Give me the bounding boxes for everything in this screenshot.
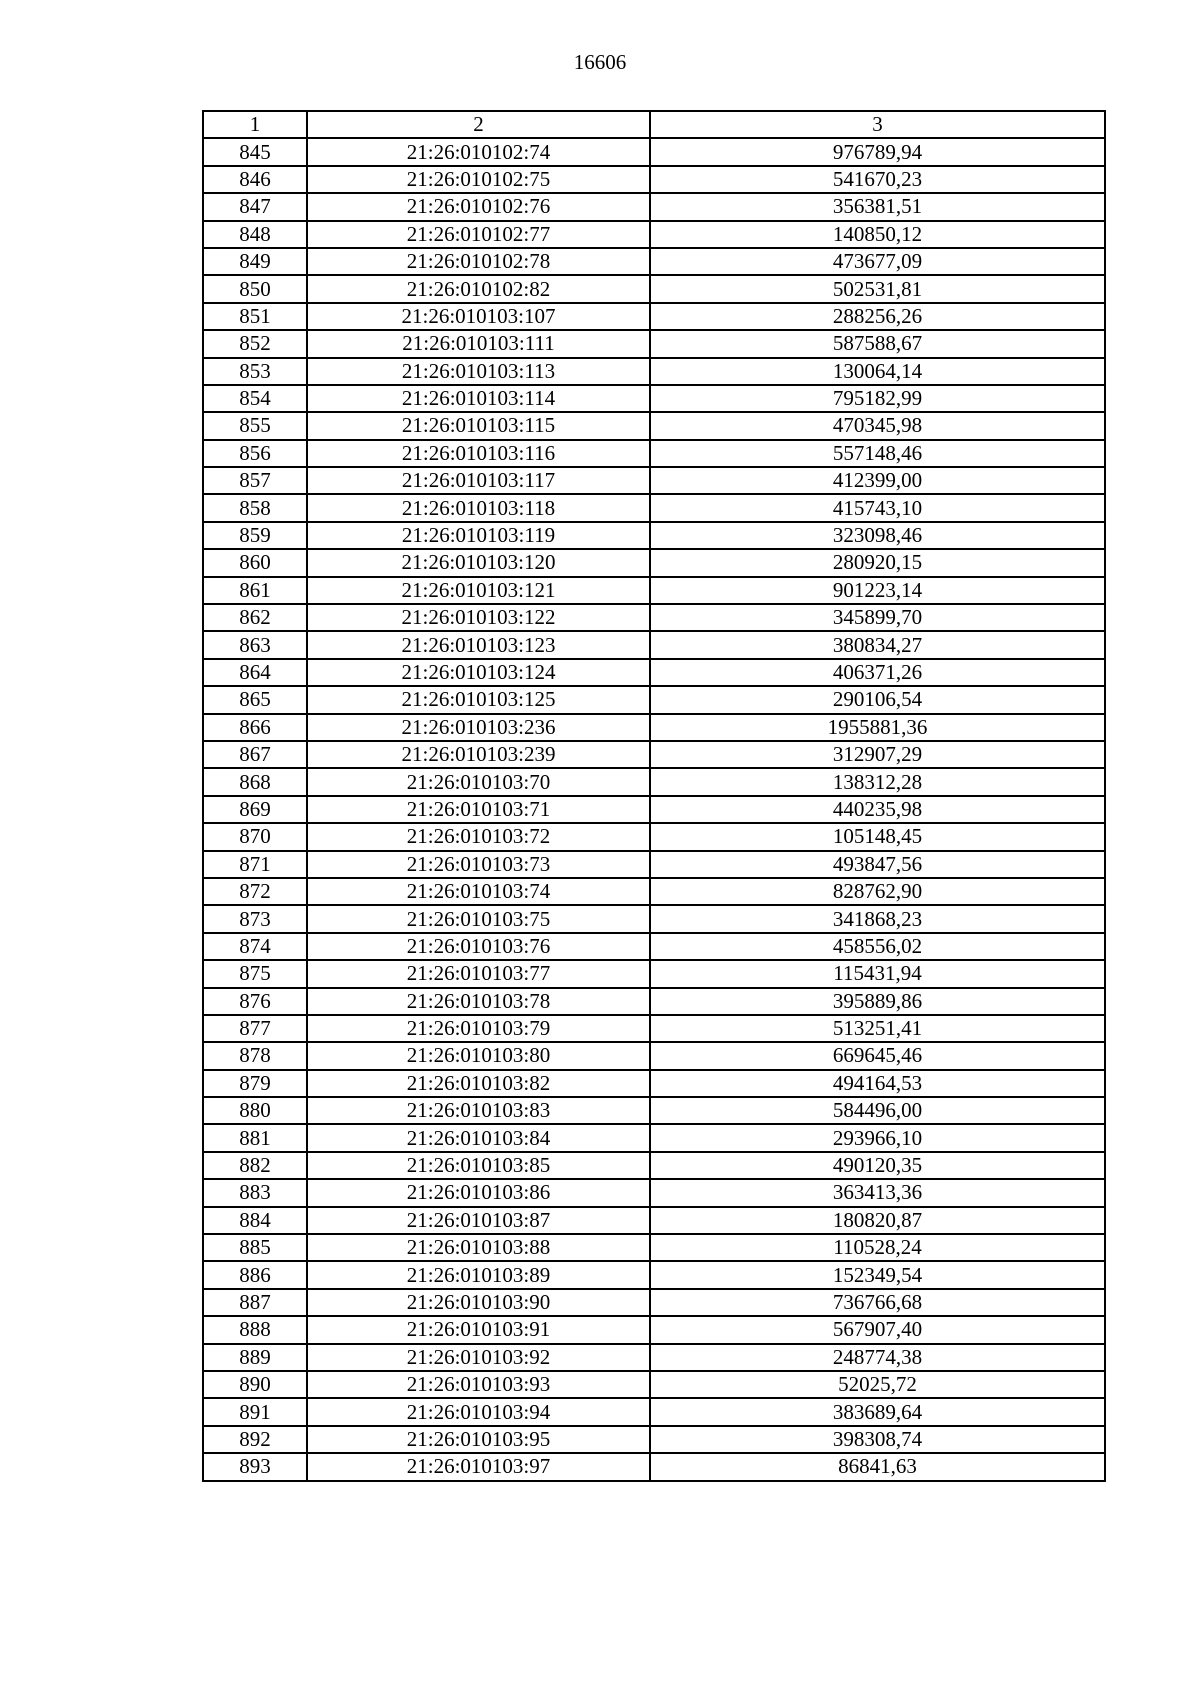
page-number: 16606 xyxy=(573,50,627,74)
table-row xyxy=(203,522,1105,549)
table-row xyxy=(203,714,1105,741)
value-cell: 86841,63 xyxy=(650,1453,1105,1480)
row-number-cell: 893 xyxy=(203,1453,307,1480)
table-row xyxy=(203,1207,1105,1234)
cadastral-number-cell: 21:26:010103:82 xyxy=(307,1070,650,1097)
value-cell: 584496,00 xyxy=(650,1097,1105,1124)
table-row xyxy=(203,1015,1105,1042)
row-number-cell: 878 xyxy=(203,1042,307,1069)
row-number-cell: 865 xyxy=(203,686,307,713)
table-row xyxy=(203,933,1105,960)
table-header xyxy=(203,111,1105,138)
row-number-cell: 845 xyxy=(203,138,307,165)
row-number-cell: 857 xyxy=(203,467,307,494)
value-cell: 828762,90 xyxy=(650,878,1105,905)
row-number-cell: 861 xyxy=(203,577,307,604)
cadastral-number-cell: 21:26:010103:92 xyxy=(307,1344,650,1371)
table-row xyxy=(203,1316,1105,1343)
row-number-cell: 891 xyxy=(203,1398,307,1425)
value-cell: 363413,36 xyxy=(650,1179,1105,1206)
cadastral-number-cell: 21:26:010103:77 xyxy=(307,960,650,987)
table-row xyxy=(203,330,1105,357)
value-cell: 494164,53 xyxy=(650,1070,1105,1097)
row-number-cell: 864 xyxy=(203,659,307,686)
table-row xyxy=(203,303,1105,330)
table-row xyxy=(203,1042,1105,1069)
table-row xyxy=(203,1152,1105,1179)
table-row xyxy=(203,659,1105,686)
row-number-cell: 846 xyxy=(203,166,307,193)
value-cell: 130064,14 xyxy=(650,358,1105,385)
table-row xyxy=(203,358,1105,385)
value-cell: 110528,24 xyxy=(650,1234,1105,1261)
row-number-cell: 888 xyxy=(203,1316,307,1343)
table-row xyxy=(203,138,1105,165)
table-row xyxy=(203,1234,1105,1261)
row-number-cell: 889 xyxy=(203,1344,307,1371)
table-row xyxy=(203,1289,1105,1316)
cadastral-number-cell: 21:26:010103:111 xyxy=(307,330,650,357)
cadastral-number-cell: 21:26:010103:93 xyxy=(307,1371,650,1398)
table-row xyxy=(203,1261,1105,1288)
row-number-cell: 848 xyxy=(203,221,307,248)
value-cell: 493847,56 xyxy=(650,851,1105,878)
table-row xyxy=(203,1344,1105,1371)
value-cell: 473677,09 xyxy=(650,248,1105,275)
cadastral-number-cell: 21:26:010103:97 xyxy=(307,1453,650,1480)
table-row xyxy=(203,193,1105,220)
table-row xyxy=(203,275,1105,302)
table-row xyxy=(203,851,1105,878)
cadastral-number-cell: 21:26:010103:125 xyxy=(307,686,650,713)
row-number-cell: 859 xyxy=(203,522,307,549)
table-row xyxy=(203,878,1105,905)
row-number-cell: 892 xyxy=(203,1426,307,1453)
table-row xyxy=(203,494,1105,521)
cadastral-number-cell: 21:26:010103:76 xyxy=(307,933,650,960)
value-cell: 115431,94 xyxy=(650,960,1105,987)
row-number-cell: 885 xyxy=(203,1234,307,1261)
row-number-cell: 866 xyxy=(203,714,307,741)
value-cell: 140850,12 xyxy=(650,221,1105,248)
value-cell: 513251,41 xyxy=(650,1015,1105,1042)
row-number-cell: 855 xyxy=(203,412,307,439)
cadastral-number-cell: 21:26:010103:83 xyxy=(307,1097,650,1124)
cadastral-number-cell: 21:26:010102:75 xyxy=(307,166,650,193)
value-cell: 356381,51 xyxy=(650,193,1105,220)
value-cell: 105148,45 xyxy=(650,823,1105,850)
row-number-cell: 852 xyxy=(203,330,307,357)
value-cell: 470345,98 xyxy=(650,412,1105,439)
row-number-cell: 876 xyxy=(203,988,307,1015)
cadastral-number-cell: 21:26:010103:121 xyxy=(307,577,650,604)
cadastral-number-cell: 21:26:010102:74 xyxy=(307,138,650,165)
row-number-cell: 858 xyxy=(203,494,307,521)
value-cell: 398308,74 xyxy=(650,1426,1105,1453)
cadastral-number-cell: 21:26:010103:113 xyxy=(307,358,650,385)
row-number-cell: 884 xyxy=(203,1207,307,1234)
cadastral-number-cell: 21:26:010103:87 xyxy=(307,1207,650,1234)
cadastral-number-cell: 21:26:010103:78 xyxy=(307,988,650,1015)
cadastral-number-cell: 21:26:010102:82 xyxy=(307,275,650,302)
value-cell: 290106,54 xyxy=(650,686,1105,713)
table-row xyxy=(203,686,1105,713)
value-cell: 345899,70 xyxy=(650,604,1105,631)
row-number-cell: 883 xyxy=(203,1179,307,1206)
table-row xyxy=(203,905,1105,932)
value-cell: 795182,99 xyxy=(650,385,1105,412)
value-cell: 458556,02 xyxy=(650,933,1105,960)
value-cell: 440235,98 xyxy=(650,796,1105,823)
cadastral-number-cell: 21:26:010103:90 xyxy=(307,1289,650,1316)
table-row xyxy=(203,988,1105,1015)
row-number-cell: 853 xyxy=(203,358,307,385)
row-number-cell: 862 xyxy=(203,604,307,631)
cadastral-number-cell: 21:26:010103:119 xyxy=(307,522,650,549)
table-row xyxy=(203,467,1105,494)
table-row xyxy=(203,1070,1105,1097)
value-cell: 541670,23 xyxy=(650,166,1105,193)
value-cell: 52025,72 xyxy=(650,1371,1105,1398)
table-row xyxy=(203,631,1105,658)
table-row xyxy=(203,577,1105,604)
cadastral-number-cell: 21:26:010103:115 xyxy=(307,412,650,439)
row-number-cell: 869 xyxy=(203,796,307,823)
column-header-2: 2 xyxy=(307,111,650,138)
row-number-cell: 872 xyxy=(203,878,307,905)
row-number-cell: 867 xyxy=(203,741,307,768)
row-number-cell: 879 xyxy=(203,1070,307,1097)
table-row xyxy=(203,440,1105,467)
data-table xyxy=(202,110,1106,1482)
row-number-cell: 890 xyxy=(203,1371,307,1398)
table-row xyxy=(203,1426,1105,1453)
table-row xyxy=(203,796,1105,823)
cadastral-number-cell: 21:26:010103:84 xyxy=(307,1124,650,1151)
table-row xyxy=(203,768,1105,795)
value-cell: 152349,54 xyxy=(650,1261,1105,1288)
value-cell: 180820,87 xyxy=(650,1207,1105,1234)
cadastral-number-cell: 21:26:010103:124 xyxy=(307,659,650,686)
cadastral-number-cell: 21:26:010103:236 xyxy=(307,714,650,741)
table-row xyxy=(203,1179,1105,1206)
row-number-cell: 873 xyxy=(203,905,307,932)
cadastral-number-cell: 21:26:010103:88 xyxy=(307,1234,650,1261)
table-row xyxy=(203,221,1105,248)
row-number-cell: 849 xyxy=(203,248,307,275)
cadastral-number-cell: 21:26:010103:91 xyxy=(307,1316,650,1343)
row-number-cell: 871 xyxy=(203,851,307,878)
table-row xyxy=(203,960,1105,987)
value-cell: 567907,40 xyxy=(650,1316,1105,1343)
cadastral-number-cell: 21:26:010103:122 xyxy=(307,604,650,631)
table-row xyxy=(203,248,1105,275)
row-number-cell: 856 xyxy=(203,440,307,467)
cadastral-number-cell: 21:26:010103:70 xyxy=(307,768,650,795)
cadastral-number-cell: 21:26:010103:94 xyxy=(307,1398,650,1425)
value-cell: 138312,28 xyxy=(650,768,1105,795)
value-cell: 736766,68 xyxy=(650,1289,1105,1316)
cadastral-number-cell: 21:26:010103:107 xyxy=(307,303,650,330)
value-cell: 901223,14 xyxy=(650,577,1105,604)
cadastral-number-cell: 21:26:010102:77 xyxy=(307,221,650,248)
cadastral-number-cell: 21:26:010103:74 xyxy=(307,878,650,905)
value-cell: 380834,27 xyxy=(650,631,1105,658)
value-cell: 1955881,36 xyxy=(650,714,1105,741)
cadastral-number-cell: 21:26:010103:80 xyxy=(307,1042,650,1069)
cadastral-number-cell: 21:26:010103:79 xyxy=(307,1015,650,1042)
cadastral-number-cell: 21:26:010103:86 xyxy=(307,1179,650,1206)
row-number-cell: 877 xyxy=(203,1015,307,1042)
column-header-1: 1 xyxy=(203,111,307,138)
cadastral-number-cell: 21:26:010103:75 xyxy=(307,905,650,932)
table-row xyxy=(203,1398,1105,1425)
cadastral-number-cell: 21:26:010103:89 xyxy=(307,1261,650,1288)
value-cell: 669645,46 xyxy=(650,1042,1105,1069)
value-cell: 248774,38 xyxy=(650,1344,1105,1371)
column-header-3: 3 xyxy=(650,111,1105,138)
cadastral-number-cell: 21:26:010102:76 xyxy=(307,193,650,220)
table-row xyxy=(203,412,1105,439)
value-cell: 412399,00 xyxy=(650,467,1105,494)
row-number-cell: 882 xyxy=(203,1152,307,1179)
value-cell: 976789,94 xyxy=(650,138,1105,165)
row-number-cell: 887 xyxy=(203,1289,307,1316)
cadastral-number-cell: 21:26:010103:71 xyxy=(307,796,650,823)
row-number-cell: 881 xyxy=(203,1124,307,1151)
cadastral-number-cell: 21:26:010102:78 xyxy=(307,248,650,275)
value-cell: 557148,46 xyxy=(650,440,1105,467)
table-row xyxy=(203,604,1105,631)
cadastral-number-cell: 21:26:010103:116 xyxy=(307,440,650,467)
row-number-cell: 847 xyxy=(203,193,307,220)
value-cell: 280920,15 xyxy=(650,549,1105,576)
row-number-cell: 886 xyxy=(203,1261,307,1288)
value-cell: 293966,10 xyxy=(650,1124,1105,1151)
cadastral-number-cell: 21:26:010103:114 xyxy=(307,385,650,412)
row-number-cell: 860 xyxy=(203,549,307,576)
value-cell: 383689,64 xyxy=(650,1398,1105,1425)
value-cell: 341868,23 xyxy=(650,905,1105,932)
cadastral-number-cell: 21:26:010103:73 xyxy=(307,851,650,878)
table-row xyxy=(203,741,1105,768)
row-number-cell: 875 xyxy=(203,960,307,987)
table-body xyxy=(203,138,1105,1480)
table-row xyxy=(203,1453,1105,1480)
cadastral-number-cell: 21:26:010103:239 xyxy=(307,741,650,768)
cadastral-number-cell: 21:26:010103:118 xyxy=(307,494,650,521)
table-row xyxy=(203,1371,1105,1398)
cadastral-number-cell: 21:26:010103:95 xyxy=(307,1426,650,1453)
cadastral-number-cell: 21:26:010103:117 xyxy=(307,467,650,494)
value-cell: 490120,35 xyxy=(650,1152,1105,1179)
row-number-cell: 868 xyxy=(203,768,307,795)
row-number-cell: 870 xyxy=(203,823,307,850)
table-row xyxy=(203,823,1105,850)
table-row xyxy=(203,166,1105,193)
table-row xyxy=(203,1097,1105,1124)
value-cell: 312907,29 xyxy=(650,741,1105,768)
value-cell: 323098,46 xyxy=(650,522,1105,549)
row-number-cell: 850 xyxy=(203,275,307,302)
cadastral-number-cell: 21:26:010103:85 xyxy=(307,1152,650,1179)
row-number-cell: 880 xyxy=(203,1097,307,1124)
table-row xyxy=(203,549,1105,576)
value-cell: 406371,26 xyxy=(650,659,1105,686)
value-cell: 395889,86 xyxy=(650,988,1105,1015)
value-cell: 288256,26 xyxy=(650,303,1105,330)
value-cell: 502531,81 xyxy=(650,275,1105,302)
cadastral-number-cell: 21:26:010103:123 xyxy=(307,631,650,658)
table-row xyxy=(203,1124,1105,1151)
header-row xyxy=(203,111,1105,138)
cadastral-number-cell: 21:26:010103:72 xyxy=(307,823,650,850)
row-number-cell: 854 xyxy=(203,385,307,412)
row-number-cell: 874 xyxy=(203,933,307,960)
value-cell: 587588,67 xyxy=(650,330,1105,357)
table-row xyxy=(203,385,1105,412)
row-number-cell: 851 xyxy=(203,303,307,330)
row-number-cell: 863 xyxy=(203,631,307,658)
value-cell: 415743,10 xyxy=(650,494,1105,521)
cadastral-number-cell: 21:26:010103:120 xyxy=(307,549,650,576)
